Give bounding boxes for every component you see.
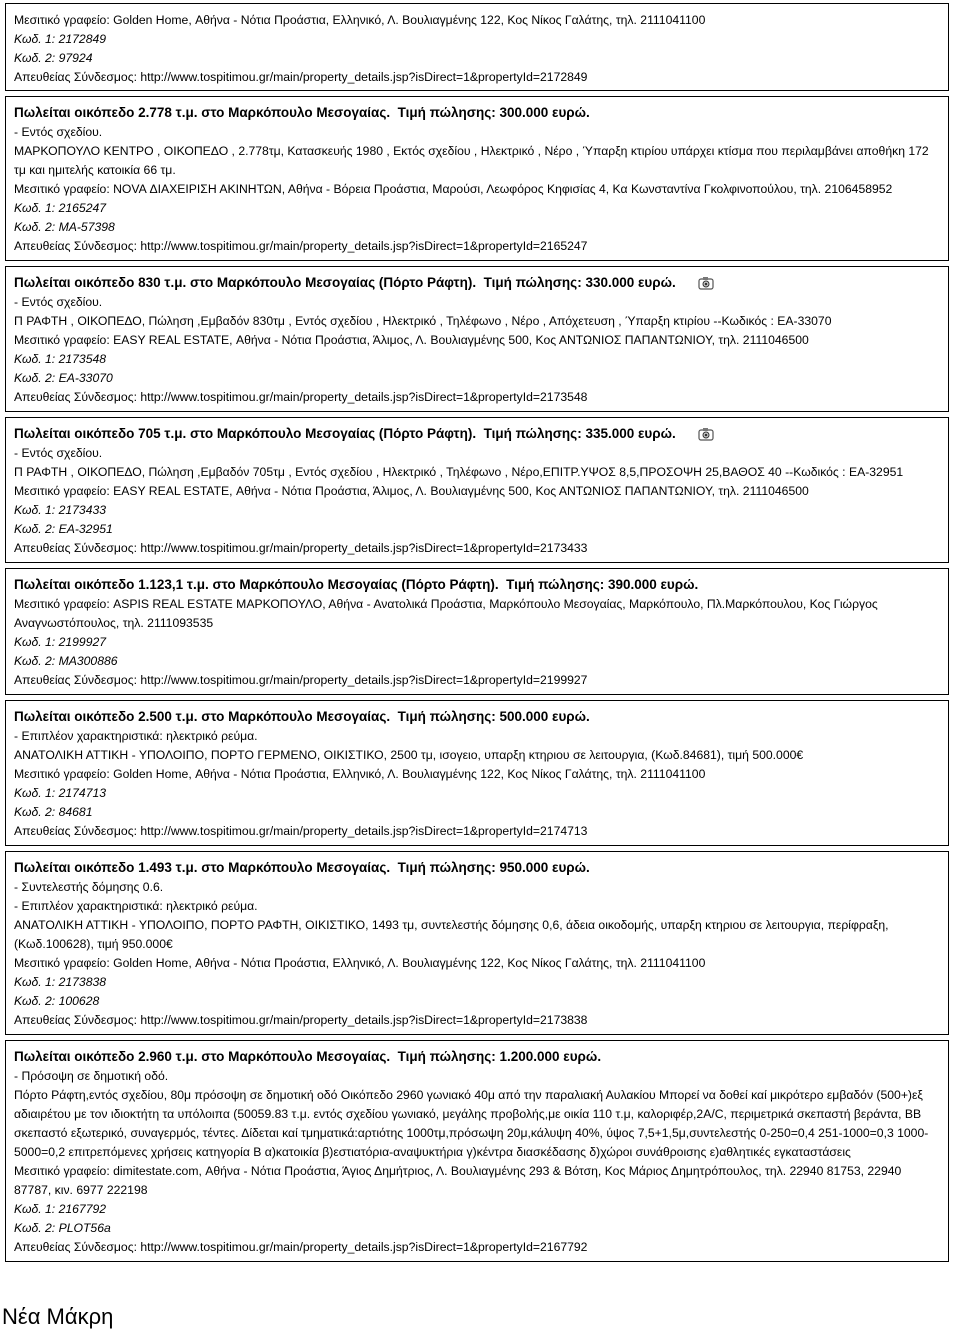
- direct-link-label: Απευθείας Σύνδεσμος:: [14, 1013, 137, 1027]
- agency-value: ASPIS REAL ESTATE ΜΑΡΚΟΠΟΥΛΟ, Αθήνα - Ανατολικά Προάστια, Μαρκόπουλο Μεσογαίας, Μαρκόπουλο, Πλ.Μαρκόπουλου, Κος Γιώργος Αναγνωστόπουλος, τηλ. 2111093535: [14, 597, 878, 630]
- code1-value: 2173433: [58, 503, 107, 517]
- direct-link-line: [14, 388, 940, 407]
- listing-title: [14, 424, 940, 444]
- listing-card: [5, 851, 949, 1035]
- code1-label: Κωδ. 1:: [14, 975, 56, 989]
- listing-title: [14, 858, 940, 878]
- camera-icon[interactable]: [698, 427, 714, 441]
- direct-link-label: Απευθείας Σύνδεσμος:: [14, 70, 137, 84]
- code1-line: [14, 501, 940, 520]
- listing-description: ΜΑΡΚΟΠΟΥΛΟ ΚΕΝΤΡΟ , ΟΙΚΟΠΕΔΟ , 2.778τμ, Κατασκευής 1980 , Εκτός σχεδίου , Ηλεκτρικό , Νέρο , Ύπαρξη κτιρίου υπάρχει κτίσμα που περιλαμβάνει αποθήκη 172 τμ και ημιτελής κατοικία 66 τμ.: [14, 144, 929, 177]
- agency-label: Μεσιτικό γραφείο:: [14, 333, 110, 347]
- listing-title: [14, 273, 940, 293]
- code1-label: Κωδ. 1:: [14, 32, 56, 46]
- code1-label: Κωδ. 1:: [14, 786, 56, 800]
- code2-line: [14, 1219, 940, 1238]
- agency-value: NOVA ΔΙΑΧΕΙΡΙΣΗ ΑΚΙΝΗΤΩΝ, Αθήνα - Βόρεια Προάστια, Μαρούσι, Λεωφόρος Κηφισίας 4, Κα Κωνσταντίνα Γκολφινοπούλου, τηλ. 2106458952: [113, 182, 893, 196]
- code2-value: ΕΑ-33070: [58, 371, 113, 385]
- section-heading: Νέα Μάκρη: [2, 1304, 114, 1329]
- direct-link-label: Απευθείας Σύνδεσμος:: [14, 1240, 137, 1254]
- code2-label: Κωδ. 2:: [14, 51, 56, 65]
- direct-link[interactable]: http://www.tospitimou.gr/main/property_details.jsp?isDirect=1&propertyId=2199927: [140, 673, 588, 687]
- agency-label: Μεσιτικό γραφείο:: [14, 13, 110, 27]
- code2-label: Κωδ. 2:: [14, 994, 56, 1008]
- code2-line: [14, 520, 940, 539]
- direct-link[interactable]: http://www.tospitimou.gr/main/property_details.jsp?isDirect=1&propertyId=2167792: [140, 1240, 588, 1254]
- direct-link[interactable]: http://www.tospitimou.gr/main/property_details.jsp?isDirect=1&propertyId=2173548: [140, 390, 588, 404]
- code2-label: Κωδ. 2:: [14, 1221, 56, 1235]
- code2-label: Κωδ. 2:: [14, 220, 56, 234]
- code2-line: [14, 49, 940, 68]
- listing-title-text: Πωλείται οικόπεδο 830 τ.μ. στο Μαρκόπουλο Μεσογαίας (Πόρτο Ράφτη). Τιμή πώλησης: 330.000 ευρώ.: [14, 275, 676, 290]
- code1-value: 2165247: [58, 201, 107, 215]
- code1-line: [14, 350, 940, 369]
- agency-line: [14, 331, 940, 350]
- feature-line: - Συντελεστής δόμησης 0.6.: [14, 880, 164, 894]
- code1-value: 2173548: [58, 352, 107, 366]
- agency-line: [14, 595, 940, 633]
- code2-value: ΜΑ300886: [58, 654, 118, 668]
- agency-label: Μεσιτικό γραφείο:: [14, 1164, 110, 1178]
- code2-value: 97924: [58, 51, 93, 65]
- feature-line: - Επιπλέον χαρακτηριστικά: ηλεκτρικό ρεύμα.: [14, 729, 258, 743]
- listing-card: [5, 568, 949, 695]
- agency-value: EASY REAL ESTATE, Αθήνα - Νότια Προάστια, Άλιμος, Λ. Βουλιαγμένης 500, Κος ΑΝΤΩΝΙΟΣ ΠΑΠΑΝΤΩΝΙΟΥ, τηλ. 2111046500: [113, 484, 809, 498]
- listing-title-text: Πωλείται οικόπεδο 2.778 τ.μ. στο Μαρκόπουλο Μεσογαίας. Τιμή πώλησης: 300.000 ευρώ.: [14, 105, 590, 120]
- agency-line: [14, 482, 940, 501]
- code1-label: Κωδ. 1:: [14, 1202, 56, 1216]
- feature-line: - Εντός σχεδίου.: [14, 125, 103, 139]
- code1-value: 2174713: [58, 786, 107, 800]
- listing-title-text: Πωλείται οικόπεδο 1.493 τ.μ. στο Μαρκόπουλο Μεσογαίας. Τιμή πώλησης: 950.000 ευρώ.: [14, 860, 590, 875]
- agency-label: Μεσιτικό γραφείο:: [14, 956, 110, 970]
- code1-line: [14, 1200, 940, 1219]
- direct-link[interactable]: http://www.tospitimou.gr/main/property_details.jsp?isDirect=1&propertyId=2173838: [140, 1013, 588, 1027]
- code2-value: 100628: [58, 994, 100, 1008]
- code2-label: Κωδ. 2:: [14, 654, 56, 668]
- agency-value: Golden Home, Αθήνα - Νότια Προάστια, Ελληνικό, Λ. Βουλιαγμένης 122, Κος Νίκος Γαλάτης, τηλ. 2111041100: [113, 767, 706, 781]
- listing-card: [5, 266, 949, 412]
- feature-line: - Εντός σχεδίου.: [14, 446, 103, 460]
- code1-label: Κωδ. 1:: [14, 201, 56, 215]
- agency-value: dimitestate.com, Αθήνα - Νότια Προάστια, Άγιος Δημήτριος, Λ. Βουλιαγμένης 293 & Βότση, Κος Μάριος Δημητρόπουλος, τηλ. 22940 81753, 22940 87787, κιν. 6977 222198: [14, 1164, 902, 1197]
- code1-line: [14, 30, 940, 49]
- listing-card: [5, 3, 949, 91]
- direct-link-line: [14, 671, 940, 690]
- agency-line: [14, 11, 940, 30]
- direct-link-label: Απευθείας Σύνδεσμος:: [14, 541, 137, 555]
- code2-line: [14, 992, 940, 1011]
- code2-value: ΜΑ-57398: [58, 220, 115, 234]
- direct-link-line: [14, 1011, 940, 1030]
- direct-link-label: Απευθείας Σύνδεσμος:: [14, 824, 137, 838]
- code1-line: [14, 784, 940, 803]
- feature-line: - Εντός σχεδίου.: [14, 295, 103, 309]
- code2-label: Κωδ. 2:: [14, 805, 56, 819]
- listing-title-text: Πωλείται οικόπεδο 705 τ.μ. στο Μαρκόπουλο Μεσογαίας (Πόρτο Ράφτη). Τιμή πώλησης: 335.000 ευρώ.: [14, 426, 676, 441]
- agency-line: [14, 180, 940, 199]
- direct-link-line: [14, 822, 940, 841]
- direct-link-label: Απευθείας Σύνδεσμος:: [14, 390, 137, 404]
- camera-icon[interactable]: [698, 276, 714, 290]
- agency-value: Golden Home, Αθήνα - Νότια Προάστια, Ελληνικό, Λ. Βουλιαγμένης 122, Κος Νίκος Γαλάτης, τηλ. 2111041100: [113, 13, 706, 27]
- agency-label: Μεσιτικό γραφείο:: [14, 767, 110, 781]
- listing-description: Π ΡΑΦΤΗ , ΟΙΚΟΠΕΔΟ, Πώληση ,Εμβαδόν 830τμ , Εντός σχεδίου , Ηλεκτρικό , Τηλέφωνο , Νέρο , Απόχετευση , Ύπαρξη κτιρίου --Κωδικός : ΕΑ-33070: [14, 314, 832, 328]
- listings-container: [5, 3, 949, 1267]
- listing-title: [14, 103, 940, 123]
- feature-line: - Επιπλέον χαρακτηριστικά: ηλεκτρικό ρεύμα.: [14, 899, 258, 913]
- listing-card: [5, 96, 949, 261]
- code1-value: 2199927: [58, 635, 107, 649]
- agency-label: Μεσιτικό γραφείο:: [14, 484, 110, 498]
- listing-card: [5, 700, 949, 846]
- code2-line: [14, 803, 940, 822]
- listing-title-text: Πωλείται οικόπεδο 2.960 τ.μ. στο Μαρκόπουλο Μεσογαίας. Τιμή πώλησης: 1.200.000 ευρώ.: [14, 1049, 602, 1064]
- code2-label: Κωδ. 2:: [14, 522, 56, 536]
- code2-value: ΕΑ-32951: [58, 522, 113, 536]
- listing-card: [5, 417, 949, 563]
- direct-link-line: [14, 68, 940, 87]
- code1-label: Κωδ. 1:: [14, 503, 56, 517]
- code2-value: 84681: [58, 805, 93, 819]
- code2-label: Κωδ. 2:: [14, 371, 56, 385]
- code2-value: PLOT56a: [58, 1221, 111, 1235]
- direct-link[interactable]: http://www.tospitimou.gr/main/property_details.jsp?isDirect=1&propertyId=2165247: [140, 239, 588, 253]
- agency-line: [14, 765, 940, 784]
- code1-line: [14, 199, 940, 218]
- code2-line: [14, 218, 940, 237]
- listing-card: [5, 1040, 949, 1262]
- listing-title-text: Πωλείται οικόπεδο 2.500 τ.μ. στο Μαρκόπουλο Μεσογαίας. Τιμή πώλησης: 500.000 ευρώ.: [14, 709, 590, 724]
- agency-value: Golden Home, Αθήνα - Νότια Προάστια, Ελληνικό, Λ. Βουλιαγμένης 122, Κος Νίκος Γαλάτης, τηλ. 2111041100: [113, 956, 706, 970]
- listing-title: [14, 575, 940, 595]
- direct-link-line: [14, 237, 940, 256]
- agency-line: [14, 1162, 940, 1200]
- direct-link[interactable]: http://www.tospitimou.gr/main/property_details.jsp?isDirect=1&propertyId=2172849: [140, 70, 588, 84]
- direct-link[interactable]: http://www.tospitimou.gr/main/property_details.jsp?isDirect=1&propertyId=2173433: [140, 541, 588, 555]
- code1-label: Κωδ. 1:: [14, 352, 56, 366]
- code1-label: Κωδ. 1:: [14, 635, 56, 649]
- direct-link-line: [14, 539, 940, 558]
- code1-line: [14, 633, 940, 652]
- listing-description: Πόρτο Ράφτη,εντός σχεδίου, 80μ πρόσοψη σε δημοτική οδό Οικόπεδο 2960 γωνιακό 40μ από την παραλιακή Αυλακίου Μπορεί να δοθεί καί μικρότερο εμβαδόν (500+)εξ αδιαιρέτου με τον ιδιοκτήτη τα υπόλοιπα (50059.83 τ.μ. εντός σχεδίου γωνιακό, μεγάλης προβολής,με οικία 110 τ.μ, καλοριφέρ,2Α/C, περιμετρικά σκεπαστή βεράντα, ΒΒ σκεπαστό εξωτερικό, συναγερμός, τέντες. Δίδεται καί τμηματικά:αρτιότης 1000τμ,πρόσωψη 20μ,κάλυψη 40%, ύψος 7,5+1,5μ,συντελεστής 0-250=0,4 251-1000=0,3 1000-5000=0,2 επιτρεπόμενες χρήσεις κατηγορία Β α)κατοικία β)εστιατόρια-αναψυκτήρια γ)κέντρα διασκέδασης δ)χώροι συνάθροισης ε)αθλητικές εγκαταστάσεις: [14, 1088, 929, 1159]
- direct-link-label: Απευθείας Σύνδεσμος:: [14, 673, 137, 687]
- listing-title: [14, 1047, 940, 1067]
- code1-value: 2172849: [58, 32, 107, 46]
- code1-value: 2173838: [58, 975, 107, 989]
- agency-label: Μεσιτικό γραφείο:: [14, 182, 110, 196]
- agency-label: Μεσιτικό γραφείο:: [14, 597, 110, 611]
- listing-description: Π ΡΑΦΤΗ , ΟΙΚΟΠΕΔΟ, Πώληση ,Εμβαδόν 705τμ , Εντός σχεδίου , Ηλεκτρικό , Τηλέφωνο , Νέρο,ΕΠΙΤΡ.ΥΨΟΣ 8,5,ΠΡΟΣΟΨΗ 25,ΒΑΘΟΣ 40 --Κωδικός : ΕΑ-32951: [14, 465, 904, 479]
- agency-value: EASY REAL ESTATE, Αθήνα - Νότια Προάστια, Άλιμος, Λ. Βουλιαγμένης 500, Κος ΑΝΤΩΝΙΟΣ ΠΑΠΑΝΤΩΝΙΟΥ, τηλ. 2111046500: [113, 333, 809, 347]
- code2-line: [14, 369, 940, 388]
- listing-description: ΑΝΑΤΟΛΙΚΗ ΑΤΤΙΚΗ - ΥΠΟΛΟΙΠΟ, ΠΟΡΤΟ ΓΕΡΜΕΝΟ, ΟΙΚΙΣΤΙΚΟ, 2500 τμ, ισογειο, υπαρξη κτηριου σε λειτουργια, (Κωδ.84681), τιμή 500.000€: [14, 748, 804, 762]
- direct-link-line: [14, 1238, 940, 1257]
- listing-description: ΑΝΑΤΟΛΙΚΗ ΑΤΤΙΚΗ - ΥΠΟΛΟΙΠΟ, ΠΟΡΤΟ ΡΑΦΤΗ, ΟΙΚΙΣΤΙΚΟ, 1493 τμ, συντελεστής δόμησης 0,6, άδεια οικοδομής, υπαρξη κτηριου σε λειτουργια, περίφραξη, (Κωδ.100628), τιμή 950.000€: [14, 918, 889, 951]
- agency-line: [14, 954, 940, 973]
- listing-title-text: Πωλείται οικόπεδο 1.123,1 τ.μ. στο Μαρκόπουλο Μεσογαίας (Πόρτο Ράφτη). Τιμή πώλησης: 390.000 ευρώ.: [14, 577, 699, 592]
- code1-value: 2167792: [58, 1202, 107, 1216]
- listing-title: [14, 707, 940, 727]
- code2-line: [14, 652, 940, 671]
- feature-line: - Πρόσοψη σε δημοτική οδό.: [14, 1069, 169, 1083]
- direct-link-label: Απευθείας Σύνδεσμος:: [14, 239, 137, 253]
- code1-line: [14, 973, 940, 992]
- direct-link[interactable]: http://www.tospitimou.gr/main/property_details.jsp?isDirect=1&propertyId=2174713: [140, 824, 588, 838]
